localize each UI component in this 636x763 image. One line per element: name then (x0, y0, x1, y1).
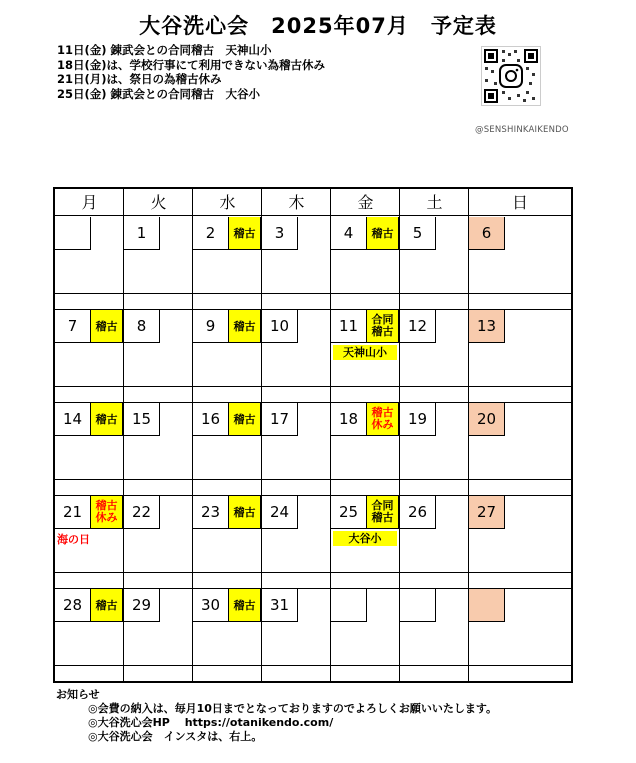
day-cell-sunday (469, 310, 538, 403)
day-number: 28 (55, 589, 91, 622)
day-number: 6 (469, 217, 505, 250)
day-cell (331, 217, 400, 310)
day-cell (124, 496, 193, 589)
day-number: 20 (469, 403, 505, 436)
weekday-tue: 火 (150, 193, 167, 212)
day-cell (400, 310, 469, 403)
day-cell (55, 217, 124, 310)
day-cell (193, 217, 262, 310)
day-cell (400, 589, 469, 682)
note-line: 21日(月)は、祭日の為稽古休み (57, 72, 222, 86)
day-cell-sunday (469, 496, 538, 589)
day-number: 22 (124, 496, 160, 529)
day-number: 27 (469, 496, 505, 529)
weekday-header (55, 189, 571, 216)
notice-heading: お知らせ (56, 688, 100, 701)
day-number: 17 (262, 403, 298, 436)
day-cell (124, 403, 193, 496)
day-number: 8 (124, 310, 160, 343)
day-number: 31 (262, 589, 298, 622)
weekday-mon: 月 (81, 193, 98, 212)
day-number: 25 (331, 496, 367, 529)
day-cell (400, 496, 469, 589)
goudou-keiko-badge: 合同 稽古 (367, 496, 399, 529)
note-line: 25日(金) 錬武会との合同稽古 大谷小 (57, 86, 261, 101)
day-cell (331, 403, 400, 496)
day-number: 29 (124, 589, 160, 622)
day-number: 10 (262, 310, 298, 343)
calendar-grid (53, 187, 573, 683)
day-number (469, 589, 505, 622)
footer-notice (56, 688, 497, 744)
qr-code-image (482, 47, 540, 105)
day-cell (55, 310, 124, 403)
day-number: 7 (55, 310, 91, 343)
day-number: 24 (262, 496, 298, 529)
page-title: 大谷洗心会 2025年07月 予定表 (139, 14, 497, 38)
day-cell-sunday (469, 403, 538, 496)
day-number: 23 (193, 496, 229, 529)
day-cell (193, 496, 262, 589)
qr-code[interactable] (481, 46, 541, 106)
weekday-thu: 木 (288, 193, 305, 212)
venue-badge: 天神山小 (333, 345, 397, 360)
day-cell (193, 310, 262, 403)
holiday-label: 海の日 (57, 533, 90, 546)
instagram-handle: @SENSHINKAIKENDO (475, 125, 569, 135)
day-cell (262, 217, 331, 310)
day-cell (400, 403, 469, 496)
weekday-sun: 日 (511, 193, 528, 212)
day-cell (124, 310, 193, 403)
day-cell (55, 403, 124, 496)
keiko-badge: 稽古 (91, 310, 123, 343)
day-number: 19 (400, 403, 436, 436)
day-cell (55, 589, 124, 682)
keiko-yasumi-badge: 稽古 休み (91, 496, 123, 529)
day-cell-sunday (469, 217, 538, 310)
keiko-badge: 稽古 (229, 496, 261, 529)
day-number: 9 (193, 310, 229, 343)
day-number: 15 (124, 403, 160, 436)
day-cell (124, 589, 193, 682)
goudou-keiko-badge: 合同 稽古 (367, 310, 399, 343)
notice-line: ◎会費の納入は、毎月10日までとなっておりますのでよろしくお願いいたします。 (88, 702, 498, 715)
day-cell (262, 310, 331, 403)
keiko-badge: 稽古 (229, 310, 261, 343)
day-number: 13 (469, 310, 505, 343)
day-number: 16 (193, 403, 229, 436)
keiko-badge: 稽古 (229, 217, 261, 250)
day-cell (262, 496, 331, 589)
weekday-fri: 金 (357, 193, 374, 212)
keiko-badge: 稽古 (367, 217, 399, 250)
day-cell (331, 589, 400, 682)
day-number (400, 589, 436, 622)
day-number: 26 (400, 496, 436, 529)
day-number: 14 (55, 403, 91, 436)
day-cell (331, 310, 400, 403)
notice-line: ◎大谷洗心会HP https://otanikendo.com/ (88, 716, 334, 729)
venue-badge: 大谷小 (333, 531, 397, 546)
day-number: 1 (124, 217, 160, 250)
day-number: 4 (331, 217, 367, 250)
day-number: 3 (262, 217, 298, 250)
weekday-sat: 土 (426, 193, 443, 212)
day-number (55, 217, 91, 250)
day-cell (400, 217, 469, 310)
day-cell (262, 589, 331, 682)
day-cell (262, 403, 331, 496)
keiko-badge: 稽古 (91, 403, 123, 436)
keiko-badge: 稽古 (229, 589, 261, 622)
note-line: 11日(金) 錬武会との合同稽古 天神山小 (57, 43, 272, 57)
day-number (331, 589, 367, 622)
keiko-yasumi-badge: 稽古 休み (367, 403, 399, 436)
note-line: 18日(金)は、学校行事にて利用できない為稽古休み (57, 57, 326, 72)
day-number: 12 (400, 310, 436, 343)
weekday-wed: 水 (219, 193, 236, 212)
day-number: 30 (193, 589, 229, 622)
day-cell (331, 496, 400, 589)
notice-line: ◎大谷洗心会 インスタは、右上。 (88, 730, 263, 743)
day-cell (193, 589, 262, 682)
keiko-badge: 稽古 (91, 589, 123, 622)
day-cell-sunday (469, 589, 538, 682)
schedule-notes (57, 43, 325, 101)
instagram-icon (500, 65, 522, 87)
day-number: 21 (55, 496, 91, 529)
day-number: 5 (400, 217, 436, 250)
keiko-badge: 稽古 (229, 403, 261, 436)
day-number: 18 (331, 403, 367, 436)
day-number: 11 (331, 310, 367, 343)
day-number: 2 (193, 217, 229, 250)
day-cell (55, 496, 124, 589)
day-cell (193, 403, 262, 496)
day-cell (124, 217, 193, 310)
